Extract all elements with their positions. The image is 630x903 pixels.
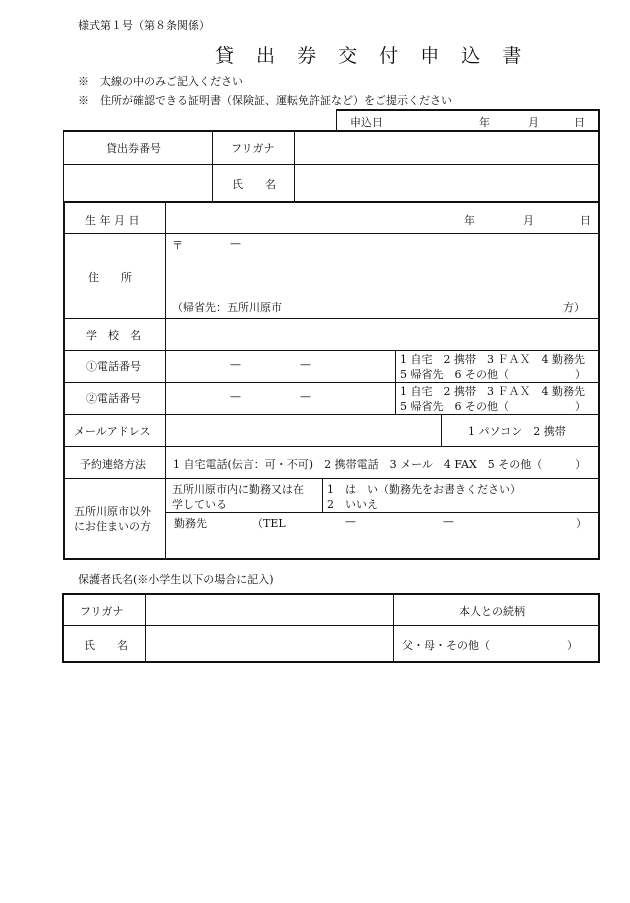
return-home-close: 方） bbox=[563, 301, 585, 314]
table-rule bbox=[64, 446, 599, 447]
address-label: 住 所 bbox=[88, 271, 132, 284]
table-rule bbox=[395, 382, 396, 414]
return-home-label: （帰省先：五所川原市 bbox=[172, 301, 282, 314]
email-label: メールアドレス bbox=[74, 425, 151, 438]
page-title: 貸 出 券 交 付 申 込 書 bbox=[215, 45, 530, 67]
workplace-tel-label: （TEL bbox=[252, 517, 286, 530]
workplace-label: 勤務先 bbox=[174, 517, 207, 530]
name-label: 氏 名 bbox=[232, 178, 276, 191]
table-rule bbox=[441, 414, 442, 446]
phone2-label: ②電話番号 bbox=[86, 392, 141, 405]
application-month-label: 月 bbox=[528, 116, 539, 129]
furigana-label: フリガナ bbox=[231, 142, 275, 155]
workplace-tel-close: ） bbox=[576, 517, 587, 530]
table-rule bbox=[212, 130, 213, 202]
postal-mark: 〒 bbox=[172, 239, 183, 252]
table-rule bbox=[63, 201, 65, 560]
birth-year-label: 年 bbox=[464, 214, 475, 227]
table-rule bbox=[64, 233, 599, 234]
phone1-label: ①電話番号 bbox=[86, 360, 141, 373]
table-rule bbox=[63, 130, 64, 203]
birth-month-label: 月 bbox=[523, 214, 534, 227]
reservation-options[interactable]: 1 自宅電話(伝言：可・不可) 2 携帯電話 3 メール 4 FAX 5 その他（ ） bbox=[173, 458, 587, 471]
card-number-field[interactable] bbox=[65, 166, 211, 200]
application-day-label: 日 bbox=[574, 116, 585, 129]
guardian-heading: 保護者氏名(※小学生以下の場合に記入) bbox=[78, 573, 274, 586]
table-rule bbox=[64, 478, 599, 479]
name-field[interactable] bbox=[296, 166, 596, 200]
school-field[interactable] bbox=[167, 320, 597, 348]
table-rule bbox=[63, 164, 599, 165]
guardian-furigana-field[interactable] bbox=[147, 596, 391, 624]
workplace-tel-dash1: — bbox=[345, 515, 356, 528]
work-school-question-2: 学している bbox=[172, 498, 227, 511]
guardian-name-field[interactable] bbox=[147, 627, 391, 660]
phone2-dash1: — bbox=[230, 390, 241, 403]
table-rule bbox=[598, 109, 600, 560]
table-rule bbox=[145, 594, 146, 662]
answer-yes[interactable]: 1 は い（勤務先をお書きください） bbox=[327, 483, 521, 496]
email-device-options[interactable]: 1 パソコン 2 携帯 bbox=[468, 425, 566, 438]
table-rule bbox=[294, 130, 295, 202]
address-field[interactable] bbox=[185, 252, 595, 294]
work-school-question-1: 五所川原市内に勤務又は在 bbox=[172, 483, 304, 496]
table-rule bbox=[63, 625, 599, 626]
workplace-field[interactable] bbox=[170, 530, 595, 556]
table-rule bbox=[63, 130, 600, 132]
relation-label: 本人との続柄 bbox=[459, 605, 525, 618]
table-rule bbox=[322, 478, 323, 512]
table-rule bbox=[336, 109, 600, 111]
table-rule bbox=[64, 414, 599, 415]
phone2-dash2: — bbox=[300, 390, 311, 403]
table-rule bbox=[63, 201, 600, 203]
guardian-name-label: 氏 名 bbox=[84, 639, 128, 652]
relation-options[interactable]: 父・母・その他（ ） bbox=[402, 639, 578, 652]
outside-resident-label-2: にお住まいの方 bbox=[74, 520, 151, 533]
application-date-label: 申込日 bbox=[350, 116, 383, 129]
table-rule bbox=[165, 512, 599, 513]
table-rule bbox=[62, 593, 600, 595]
answer-no[interactable]: 2 いいえ bbox=[327, 498, 378, 511]
table-rule bbox=[165, 202, 166, 559]
note-thick-lines: ※ 太線の中のみご記入ください bbox=[78, 75, 243, 88]
phone1-dash1: — bbox=[230, 358, 241, 371]
table-rule bbox=[393, 594, 394, 662]
phone1-dash2: — bbox=[300, 358, 311, 371]
note-id-proof: ※ 住所が確認できる証明書（保険証、運転免許証など）をご提示ください bbox=[78, 94, 452, 107]
table-rule bbox=[598, 593, 600, 663]
phone1-type-options-2[interactable]: 5 帰省先 6 その他（ ） bbox=[400, 368, 586, 381]
card-number-label: 貸出券番号 bbox=[106, 142, 161, 155]
form-number: 様式第１号（第８条関係） bbox=[78, 19, 210, 32]
school-label: 学 校 名 bbox=[86, 329, 141, 342]
postal-dash: — bbox=[230, 237, 241, 250]
phone1-type-options-1[interactable]: 1 自宅 2 携帯 3 ＦＡＸ 4 勤務先 bbox=[400, 353, 585, 366]
table-rule bbox=[64, 318, 599, 319]
phone2-type-options-2[interactable]: 5 帰省先 6 その他（ ） bbox=[400, 400, 586, 413]
outside-resident-label-1: 五所川原市以外 bbox=[74, 505, 151, 518]
reservation-label: 予約連絡方法 bbox=[80, 458, 146, 471]
phone2-type-options-1[interactable]: 1 自宅 2 携帯 3 ＦＡＸ 4 勤務先 bbox=[400, 385, 585, 398]
email-field[interactable] bbox=[167, 416, 439, 444]
table-rule bbox=[62, 593, 64, 663]
table-rule bbox=[336, 109, 337, 130]
table-rule bbox=[395, 350, 396, 382]
birthdate-field[interactable] bbox=[167, 204, 457, 231]
table-rule bbox=[63, 558, 600, 560]
workplace-tel-dash2: — bbox=[443, 515, 454, 528]
table-rule bbox=[62, 661, 600, 663]
birth-day-label: 日 bbox=[580, 214, 591, 227]
birthdate-label: 生 年 月 日 bbox=[85, 214, 140, 227]
furigana-field[interactable] bbox=[296, 133, 596, 163]
application-year-label: 年 bbox=[479, 116, 490, 129]
guardian-furigana-label: フリガナ bbox=[80, 605, 124, 618]
